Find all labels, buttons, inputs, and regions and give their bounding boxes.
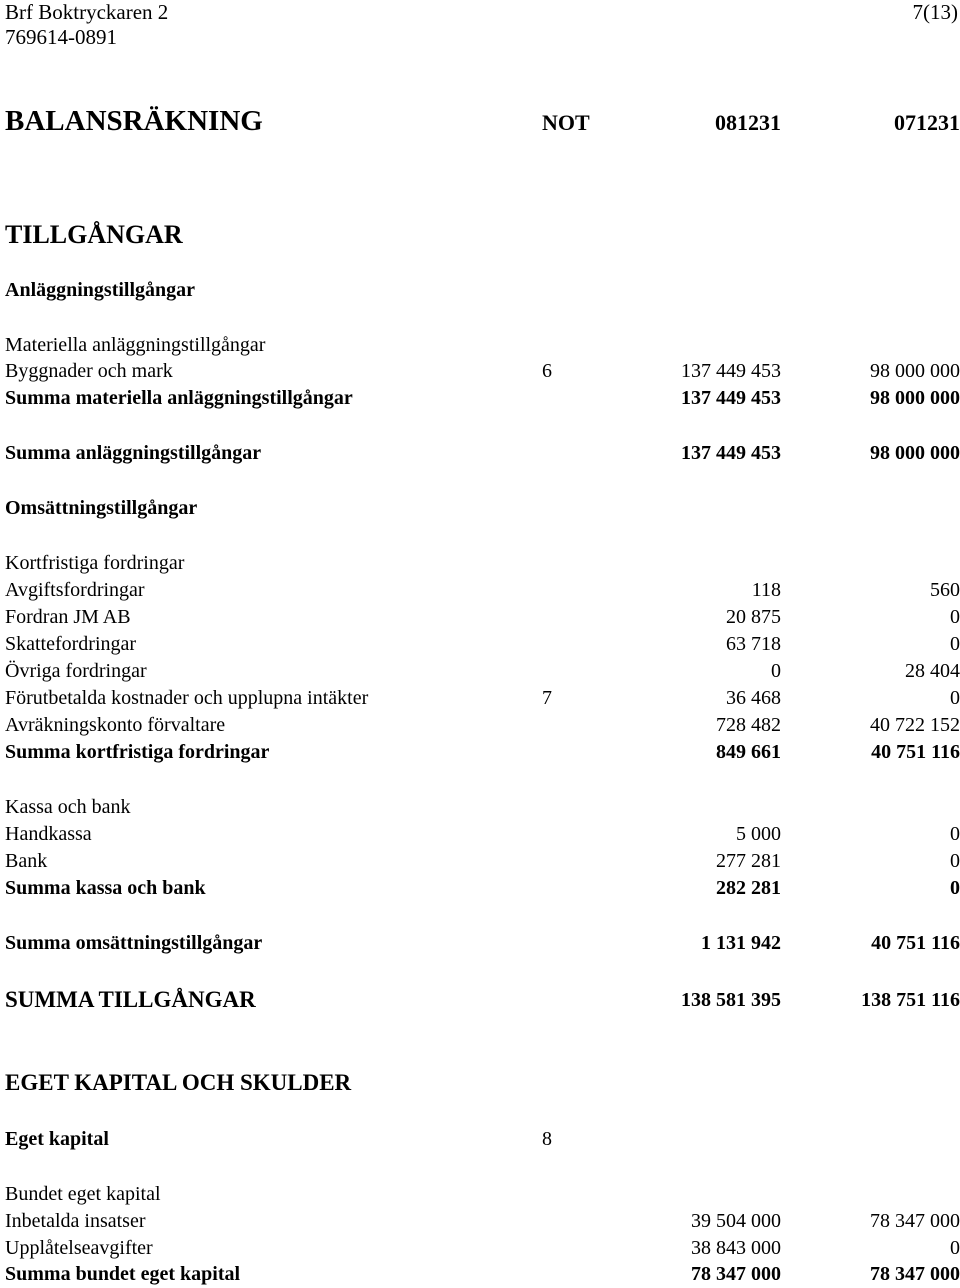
row-note: 7 (542, 687, 552, 709)
org-number: 769614-0891 (5, 25, 117, 49)
row-label: Fordran JM AB (5, 606, 131, 628)
row-label: Materiella anläggningstillgångar (5, 334, 266, 356)
row-label: Förutbetalda kostnader och upplupna intäkter (5, 687, 369, 709)
table-row (5, 685, 960, 712)
row-value-previous: 98 000 000 (870, 387, 960, 409)
sum-row (5, 385, 960, 412)
row-value-current: 5 000 (736, 823, 781, 845)
row-label: Summa bundet eget kapital (5, 1263, 241, 1285)
row-value-current: 20 875 (726, 606, 781, 628)
row-value-current: 849 661 (716, 741, 781, 763)
row-value-current: 39 504 000 (691, 1210, 781, 1232)
row-label: Skattefordringar (5, 633, 137, 655)
page-title: BALANSRÄKNING (5, 105, 263, 137)
row-label: Summa materiella anläggningstillgångar (5, 387, 353, 409)
section-heading-equity-liabilities: EGET KAPITAL OCH SKULDER (5, 1070, 352, 1095)
row-label: Summa anläggningstillgångar (5, 442, 262, 464)
page-number: 7(13) (912, 0, 958, 24)
subheading-receivables (5, 550, 960, 577)
subheading-tangible-assets (5, 332, 960, 359)
row-label: Bundet eget kapital (5, 1183, 161, 1205)
table-row (5, 358, 960, 385)
column-header-previous: 071231 (894, 110, 960, 135)
row-label: Kassa och bank (5, 796, 131, 818)
table-row (5, 658, 960, 685)
row-value-previous: 40 751 116 (871, 932, 960, 954)
row-label: Summa kortfristiga fordringar (5, 741, 270, 763)
row-label: Inbetalda insatser (5, 1210, 146, 1232)
row-value-current: 36 468 (726, 687, 781, 709)
table-row (5, 821, 960, 848)
row-value-current: 118 (751, 579, 781, 601)
row-value-previous: 138 751 116 (861, 989, 960, 1011)
row-label: Avgiftsfordringar (5, 579, 145, 601)
org-name: Brf Boktryckaren 2 (5, 0, 169, 24)
row-value-current: 38 843 000 (691, 1237, 781, 1259)
row-label: Omsättningstillgångar (5, 497, 198, 519)
row-label: Kortfristiga fordringar (5, 552, 185, 574)
row-label: Upplåtelseavgifter (5, 1237, 153, 1259)
row-label: Byggnader och mark (5, 360, 173, 382)
table-row (5, 1235, 960, 1262)
row-value-previous: 28 404 (905, 660, 960, 682)
row-value-current: 137 449 453 (681, 387, 781, 409)
sum-row (5, 1261, 960, 1288)
row-value-previous: 0 (950, 823, 960, 845)
total-row (5, 985, 960, 1015)
row-label: Anläggningstillgångar (5, 279, 196, 301)
table-row (5, 577, 960, 604)
row-value-previous: 0 (950, 1237, 960, 1259)
row-value-current: 0 (771, 660, 781, 682)
row-value-current: 277 281 (716, 850, 781, 872)
row-label: Eget kapital (5, 1128, 109, 1150)
subheading-equity (5, 1126, 960, 1153)
sum-row (5, 875, 960, 902)
column-header-current: 081231 (715, 110, 781, 135)
row-value-previous: 0 (950, 877, 960, 899)
sum-row (5, 739, 960, 766)
section-heading-assets: TILLGÅNGAR (5, 220, 183, 249)
row-value-previous: 0 (950, 606, 960, 628)
row-note: 6 (542, 360, 552, 382)
row-label: Övriga fordringar (5, 660, 147, 682)
row-value-current: 78 347 000 (691, 1263, 781, 1285)
row-value-current: 282 281 (716, 877, 781, 899)
row-value-previous: 0 (950, 633, 960, 655)
row-label: Summa kassa och bank (5, 877, 206, 899)
row-value-current: 728 482 (716, 714, 781, 736)
table-row (5, 712, 960, 739)
row-label: Bank (5, 850, 48, 872)
row-value-previous: 0 (950, 850, 960, 872)
subheading-fixed-assets (5, 277, 960, 304)
row-label: SUMMA TILLGÅNGAR (5, 987, 256, 1012)
sum-row (5, 440, 960, 467)
row-value-previous: 0 (950, 687, 960, 709)
row-value-current: 138 581 395 (681, 989, 781, 1011)
row-value-current: 1 131 942 (701, 932, 781, 954)
row-value-previous: 560 (930, 579, 960, 601)
column-header-note: NOT (542, 110, 590, 135)
subheading-restricted-equity (5, 1181, 960, 1208)
row-value-current: 137 449 453 (681, 442, 781, 464)
table-row (5, 631, 960, 658)
sum-row (5, 930, 960, 957)
row-value-previous: 78 347 000 (870, 1210, 960, 1232)
row-label: Avräkningskonto förvaltare (5, 714, 226, 736)
row-value-previous: 98 000 000 (870, 360, 960, 382)
row-value-previous: 40 722 152 (870, 714, 960, 736)
row-value-current: 63 718 (726, 633, 781, 655)
row-value-previous: 40 751 116 (871, 741, 960, 763)
table-row (5, 848, 960, 875)
row-label: Summa omsättningstillgångar (5, 932, 263, 954)
row-value-current: 137 449 453 (681, 360, 781, 382)
subheading-cash (5, 794, 960, 821)
table-row (5, 604, 960, 631)
row-note: 8 (542, 1128, 552, 1150)
row-value-previous: 78 347 000 (870, 1263, 960, 1285)
subheading-current-assets (5, 495, 960, 522)
row-value-previous: 98 000 000 (870, 442, 960, 464)
row-label: Handkassa (5, 823, 92, 845)
table-row (5, 1208, 960, 1235)
